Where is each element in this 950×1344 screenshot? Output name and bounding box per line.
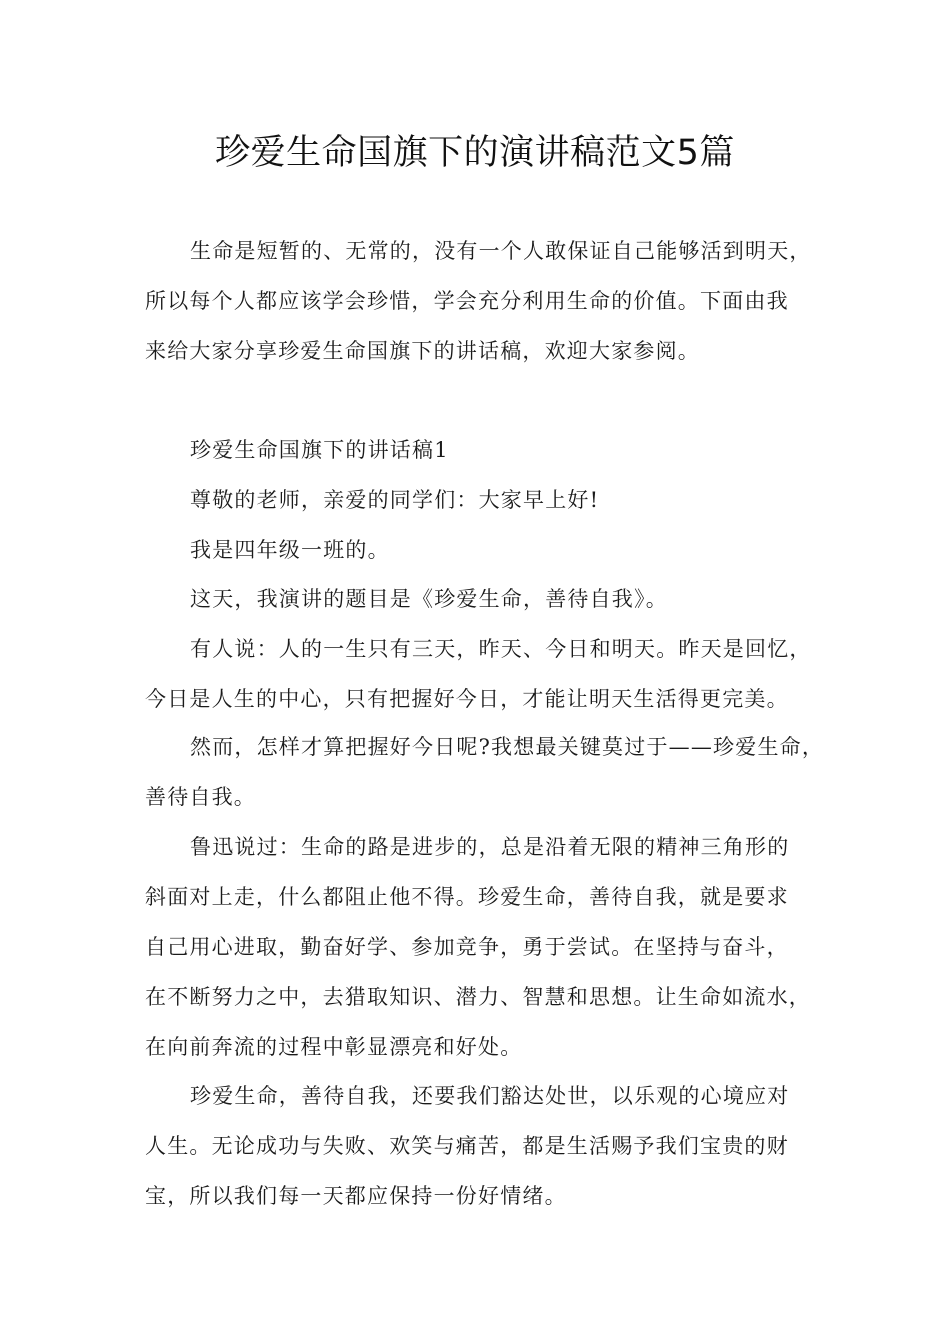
intro-paragraph [145, 226, 845, 376]
para4-line-2: 人生。无论成功与失败、欢笑与痛苦，都是生活赐予我们宝贵的财 [145, 1134, 789, 1158]
para2-line-1: 然而，怎样才算把握好今日呢?我想最关键莫过于——珍爱生命， [190, 735, 825, 759]
topic-line: 这天，我演讲的题目是《珍爱生命，善待自我》。 [190, 587, 668, 611]
paragraph-2 [145, 722, 845, 822]
greeting-line: 尊敬的老师，亲爱的同学们：大家早上好! [190, 488, 600, 512]
document-title: 珍爱生命国旗下的演讲稿范文5篇 [215, 133, 735, 173]
paragraph-4 [145, 1071, 845, 1221]
paragraph-3 [145, 822, 845, 1072]
intro-line-2: 所以每个人都应该学会珍惜，学会充分利用生命的价值。下面由我 [145, 289, 789, 313]
para3-line-5: 在向前奔流的过程中彰显漂亮和好处。 [145, 1035, 523, 1059]
para3-line-4: 在不断努力之中，去猎取知识、潜力、智慧和思想。让生命如流水， [145, 985, 811, 1009]
para3-line-2: 斜面对上走，什么都阻止他不得。珍爱生命，善待自我，就是要求 [145, 885, 789, 909]
para3-line-3: 自己用心进取，勤奋好学、参加竞争，勇于尝试。在坚持与奋斗， [145, 935, 789, 959]
paragraph-1 [145, 624, 845, 724]
para4-line-1: 珍爱生命，善待自我，还要我们豁达处世，以乐观的心境应对 [190, 1084, 790, 1108]
para3-line-1: 鲁迅说过：生命的路是进步的，总是沿着无限的精神三角形的 [190, 835, 790, 859]
para4-line-3: 宝，所以我们每一天都应保持一份好情绪。 [145, 1184, 567, 1208]
self-intro-line: 我是四年级一班的。 [190, 538, 390, 562]
para2-line-2: 善待自我。 [145, 785, 256, 809]
section-heading: 珍爱生命国旗下的讲话稿1 [190, 438, 449, 462]
para1-line-1: 有人说：人的一生只有三天，昨天、今日和明天。昨天是回忆， [190, 637, 812, 661]
intro-line-1: 生命是短暂的、无常的，没有一个人敢保证自己能够活到明天， [190, 239, 812, 263]
para1-line-2: 今日是人生的中心，只有把握好今日，才能让明天生活得更完美。 [145, 687, 789, 711]
intro-line-3: 来给大家分享珍爱生命国旗下的讲话稿，欢迎大家参阅。 [145, 339, 700, 363]
